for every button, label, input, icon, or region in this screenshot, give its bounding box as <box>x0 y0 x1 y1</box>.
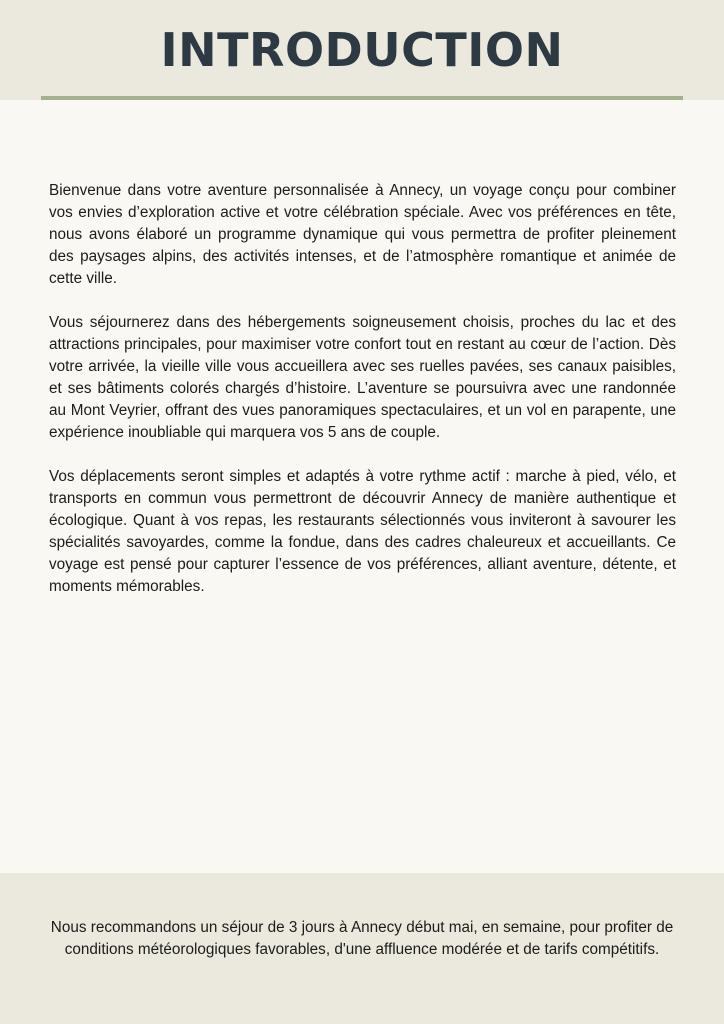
page-title: INTRODUCTION <box>160 23 564 77</box>
intro-paragraph-1: Bienvenue dans votre aventure personnalisée à Annecy, un voyage conçu pour combiner vos envies d’exploration active et votre célébration spéciale. Avec vos préférences en tête, nous avons élaboré un programme dynamique qui vous permettra de profiter pleinement des paysages alpins, des activités intenses, et de l’atmosphère romantique et animée de cette ville. <box>49 182 676 287</box>
header-band <box>0 0 724 100</box>
intro-paragraph-3: Vos déplacements seront simples et adaptés à votre rythme actif : marche à pied, vélo, et transports en commun vous permettront de découvrir Annecy de manière authentique et écologique. Quant à vos repas, les restaurants sélectionnés vous inviteront à savourer les spécialités savoyardes, comme la fondue, dans des cadres chaleureux et accueillants. Ce voyage est pensé pour capturer l’essence de vos préférences, alliant aventure, détente, et moments mémorables. <box>49 468 676 595</box>
footer-recommendation: Nous recommandons un séjour de 3 jours à Annecy début mai, en semaine, pour profiter de conditions météorologiques favorables, d'une affluence modérée et de tarifs compétitifs. <box>50 919 674 958</box>
footer-band <box>0 873 724 1024</box>
intro-paragraph-2: Vous séjournerez dans des hébergements soigneusement choisis, proches du lac et des attractions principales, pour maximiser votre confort tout en restant au cœur de l’action. Dès votre arrivée, la vieille ville vous accueillera avec ses ruelles pavées, ses canaux paisibles, et ses bâtiments colorés chargés d’histoire. L’aventure se poursuivra avec une randonnée au Mont Veyrier, offrant des vues panoramiques spectaculaires, et un vol en parapente, une expérience inoubliable qui marquera vos 5 ans de couple. <box>49 314 676 441</box>
intro-body <box>49 180 676 620</box>
header-divider <box>41 96 683 100</box>
